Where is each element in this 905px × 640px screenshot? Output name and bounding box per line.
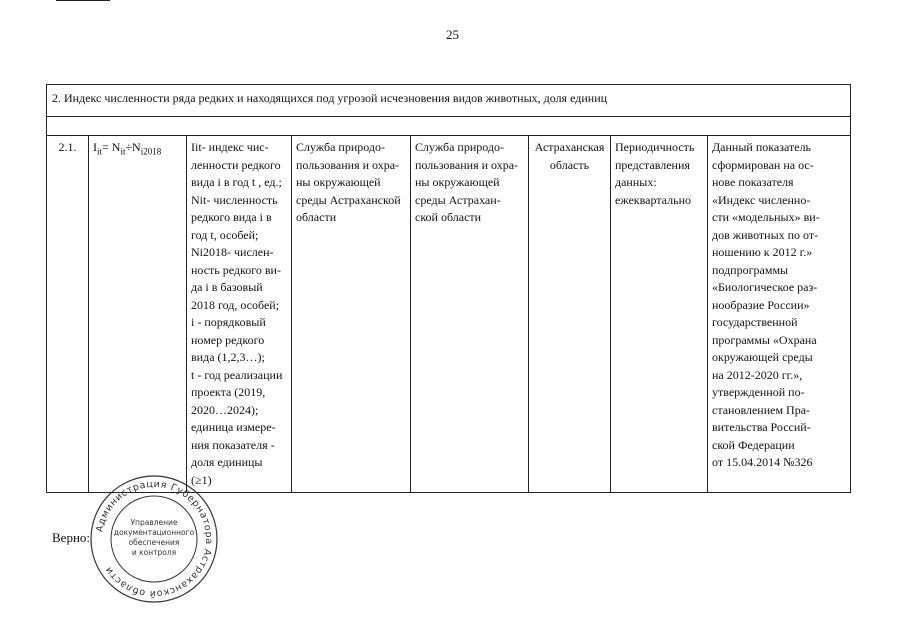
stamp-ring-text: Администрация Губернатора Астраханской области — [94, 478, 215, 600]
stamp-line: Управление — [130, 518, 178, 527]
definition-line: вида (1,2,3…); — [191, 350, 265, 364]
definition-cell — [187, 136, 292, 493]
definition-line: единица измере- — [191, 420, 276, 434]
stamp-line: документационного — [113, 528, 195, 537]
page-number: 25 — [446, 27, 459, 42]
note-cell: Данный показатель сформирован на ос- нове показателя «Индекс численно- сти «модельных» ви- дов животных по от- ношению к 2012 г.» подпрограммы «Биологическое раз- нообразие России» государственной программы «Охрана окружающей среды на 2012-2020 гг.», утвержденной по- становлением Пра- вительства Россий- ской Федерации от 15.04.2014 №326 — [708, 136, 851, 493]
territory-cell: Астраханская область — [529, 136, 611, 493]
definition-line: да i в базовый — [191, 280, 263, 294]
definition-line: проекта (2019, — [191, 385, 266, 399]
responsible-1-cell: Служба природо- пользования и охра- ны окружающей среды Астраханской области — [292, 136, 411, 493]
definition-line: ния показателя - — [191, 437, 275, 452]
definition-line: Iit- индекс чис- — [191, 140, 269, 154]
verno-label: Верно: — [52, 530, 91, 545]
definition-line: доля единицы — [191, 455, 263, 469]
definition-line: Ni2018- числен- — [191, 245, 274, 259]
table-row — [47, 136, 851, 493]
section-row — [47, 85, 851, 117]
definition-line: ленности редкого — [191, 157, 281, 172]
definition-line: 2018 год, особей; — [191, 297, 280, 312]
top-rule — [56, 0, 110, 1]
definition-line: номер редкого — [191, 332, 265, 347]
stamp-line: обеспечения — [128, 538, 180, 547]
indicator-table — [46, 84, 851, 493]
formula-cell: $I_{it}= N_{it}\div N_{i2018}$ — [89, 136, 187, 493]
definition-line: ность редкого ви- — [191, 262, 281, 277]
definition-line: i - порядковый — [191, 315, 266, 329]
definition-line: 2020…2024); — [191, 402, 259, 417]
definition-line: год t, особей; — [191, 227, 259, 242]
definition-line: редкого вида i в — [191, 210, 272, 224]
row-number: 2.1. — [47, 136, 89, 493]
definition-line: (≥1) — [191, 472, 212, 487]
section-title: 2. Индекс численности ряда редких и находящихся под угрозой исчезновения видов животных, доля единиц — [47, 85, 851, 117]
periodicity-cell: Периодичность представления данных: ежеквартально — [611, 136, 708, 493]
definition-line: t - год реализации — [191, 367, 283, 382]
definition-line: Nit- численность — [191, 192, 278, 207]
stamp-line: и контроля — [131, 548, 177, 557]
official-stamp-icon — [88, 473, 220, 605]
responsible-2-cell: Служба природо- пользования и охра- ны окружающей среды Астрахан- ской области — [411, 136, 529, 493]
definition-line: вида i в год t , ед.; — [191, 175, 282, 189]
